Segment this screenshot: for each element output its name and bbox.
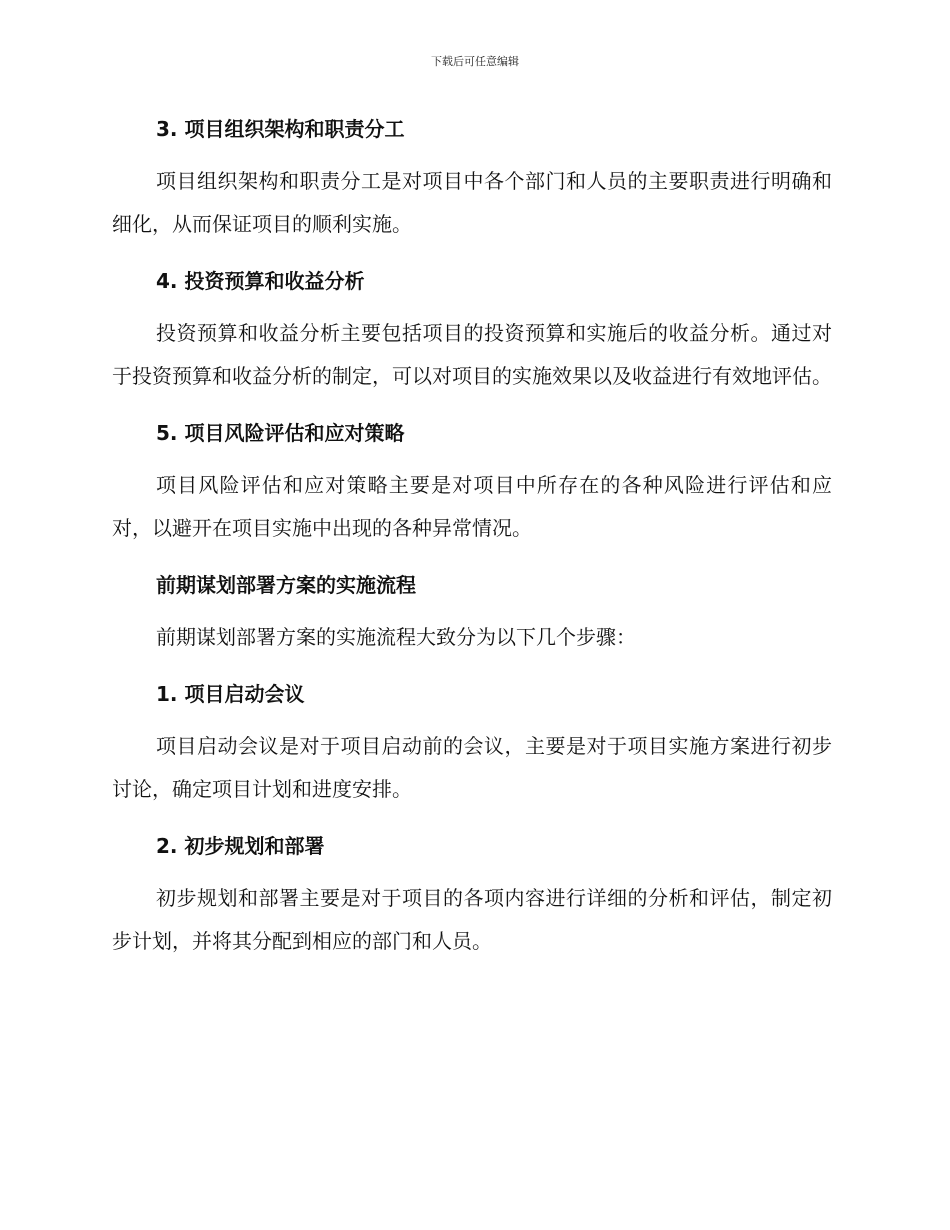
page-header: 下载后可任意编辑 (431, 55, 519, 68)
paragraph-3: 项目组织架构和职责分工是对项目中各个部门和人员的主要职责进行明确和细化，从而保证项目的顺利实施。 (112, 169, 832, 236)
step-paragraph-2: 初步规划和部署主要是对于项目的各项内容进行详细的分析和评估，制定初步计划，并将其分配到相应的部门和人员。 (112, 886, 832, 953)
document-body (112, 112, 832, 963)
section-heading-process: 前期谋划部署方案的实施流程 (156, 573, 416, 597)
section-heading-4: 4. 投资预算和收益分析 (156, 269, 365, 293)
paragraph-4: 投资预算和收益分析主要包括项目的投资预算和实施后的收益分析。通过对于投资预算和收益分析的制定，可以对项目的实施效果以及收益进行有效地评估。 (112, 321, 832, 388)
paragraph-5: 项目风险评估和应对策略主要是对项目中所存在的各种风险进行评估和应对，以避开在项目实施中出现的各种异常情况。 (112, 473, 832, 540)
step-heading-1: 1. 项目启动会议 (156, 682, 305, 706)
section-heading-5: 5. 项目风险评估和应对策略 (156, 421, 405, 445)
section-heading-3: 3. 项目组织架构和职责分工 (156, 117, 405, 141)
step-heading-2: 2. 初步规划和部署 (156, 834, 325, 858)
step-paragraph-1: 项目启动会议是对于项目启动前的会议，主要是对于项目实施方案进行初步讨论，确定项目计划和进度安排。 (112, 734, 832, 801)
paragraph-process: 前期谋划部署方案的实施流程大致分为以下几个步骤： (156, 625, 636, 649)
